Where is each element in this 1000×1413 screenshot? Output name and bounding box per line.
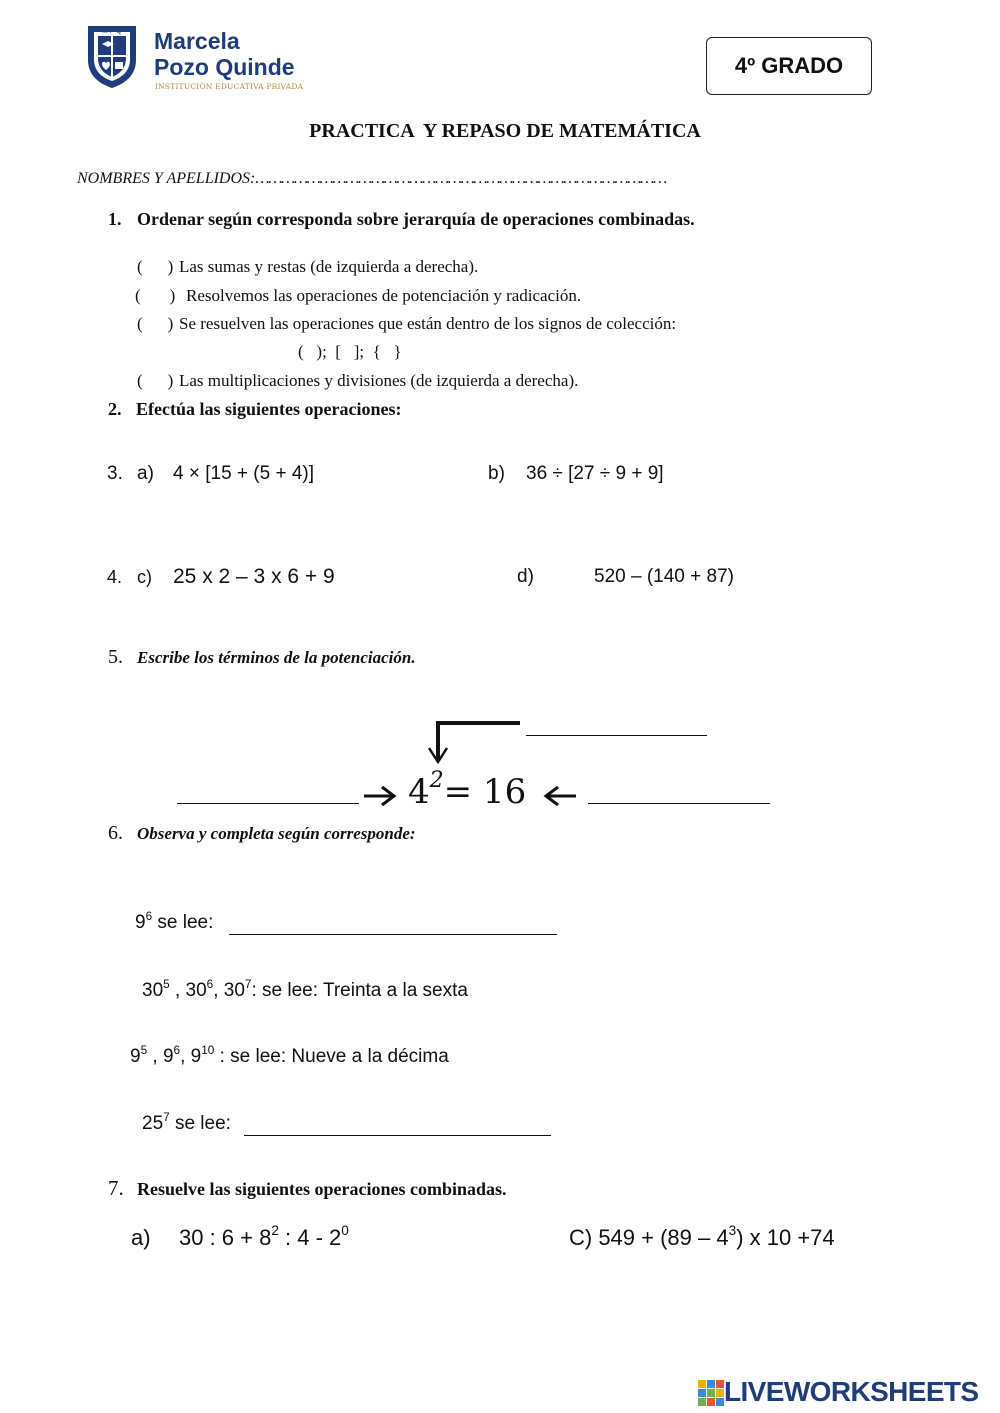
q6-row3-b1: 9 bbox=[130, 1046, 141, 1067]
q6-row3-e1: 5 bbox=[140, 1043, 148, 1057]
q6-row4-exp: 7 bbox=[163, 1110, 170, 1124]
q6-row2-e2: 6 bbox=[206, 977, 214, 991]
q1-item-2 bbox=[135, 286, 581, 306]
q1-heading bbox=[108, 209, 695, 230]
q7-a-part2: : 4 - 2 bbox=[278, 1225, 342, 1250]
q1-answer-box-4[interactable] bbox=[137, 371, 179, 391]
q3-b-label: b) bbox=[488, 463, 505, 484]
grade-text: 4º GRADO bbox=[734, 53, 844, 78]
q6-title: Observa y completa según corresponde: bbox=[137, 824, 416, 843]
open-paren: ( bbox=[135, 286, 141, 305]
q6-row-3: $9^5$ , $9^6$, $9^{10}$ : se lee: Nueve a la décima bbox=[130, 1043, 449, 1067]
q6-row2-e3: 7 bbox=[244, 977, 252, 991]
q4-c-expression: 25 x 2 – 3 x 6 + 9 bbox=[173, 565, 335, 588]
q6-row2-b1: 30 bbox=[142, 980, 164, 1001]
q7-a-label: a) bbox=[131, 1225, 151, 1250]
q3-row bbox=[107, 463, 314, 485]
open-paren: ( bbox=[137, 314, 143, 333]
q1-answer-box-3[interactable] bbox=[137, 314, 179, 334]
q1-item-text-4: Las multiplicaciones y divisiones (de izquierda a derecha). bbox=[179, 371, 579, 390]
q6-row1-answer-line[interactable] bbox=[229, 934, 557, 935]
close-paren: ) bbox=[167, 257, 174, 276]
q7-heading bbox=[108, 1176, 507, 1201]
q3-a-label: a) bbox=[137, 463, 154, 484]
q6-heading bbox=[108, 822, 416, 845]
q1-answer-box-2[interactable] bbox=[135, 286, 186, 306]
q4-row bbox=[107, 565, 335, 589]
q7-a bbox=[131, 1225, 349, 1251]
q1-answer-box-1[interactable] bbox=[137, 257, 179, 277]
q5-base-answer-line[interactable] bbox=[177, 803, 359, 804]
q5-exponent-answer-line[interactable] bbox=[526, 735, 707, 736]
q6-row4-base: 25 bbox=[142, 1113, 164, 1134]
q6-row-1 bbox=[135, 909, 214, 934]
q6-row3-b3: 9 bbox=[190, 1046, 202, 1067]
q2-heading bbox=[108, 399, 401, 420]
q5-result: = 16 bbox=[443, 772, 527, 812]
names-dots: …………………………………………………………………………………… bbox=[255, 170, 666, 187]
q7-c-part2: ) x 10 +74 bbox=[736, 1225, 835, 1250]
open-paren: ( bbox=[137, 257, 143, 276]
school-subtitle: INSTITUCIÓN EDUCATIVA PRIVADA bbox=[155, 82, 304, 91]
q5-exponent-arrow-icon bbox=[424, 718, 528, 766]
q6-row4-text: se lee: bbox=[169, 1113, 231, 1134]
q4-number: 4. bbox=[107, 567, 123, 587]
q1-item-3 bbox=[137, 314, 676, 334]
q5-number: 5. bbox=[108, 646, 123, 668]
worksheet-title: PRACTICA Y REPASO DE MATEMÁTICA bbox=[309, 120, 701, 142]
q7-number: 7. bbox=[108, 1176, 124, 1200]
q1-item-4 bbox=[137, 371, 578, 391]
close-paren: ) bbox=[169, 286, 176, 305]
q7-a-part1: 30 : 6 + 8 bbox=[179, 1225, 272, 1250]
q1-item-text-2: Resolvemos las operaciones de potenciación y radicación. bbox=[186, 286, 582, 305]
q5-power bbox=[408, 769, 526, 820]
q2-number: 2. bbox=[108, 399, 122, 419]
q3-b-expression: 36 ÷ [27 ÷ 9 + 9] bbox=[526, 463, 664, 484]
q6-row2-b2: 30 bbox=[185, 980, 207, 1001]
liveworksheets-grid-icon bbox=[698, 1380, 724, 1406]
q6-row1-base: 9 bbox=[135, 912, 146, 933]
q6-row3-text: : se lee: Nueve a la décima bbox=[214, 1046, 449, 1067]
q7-c bbox=[569, 1225, 835, 1251]
q6-row-4 bbox=[142, 1110, 231, 1135]
close-paren: ) bbox=[167, 314, 174, 333]
q7-a-exp1: 2 bbox=[271, 1223, 279, 1239]
q7-a-exp2: 0 bbox=[341, 1223, 349, 1239]
q1-item-text-1: Las sumas y restas (de izquierda a derecha). bbox=[179, 257, 479, 276]
q3-number: 3. bbox=[107, 463, 123, 484]
q3-b bbox=[488, 463, 664, 485]
school-name-line2: Pozo Quinde bbox=[154, 54, 295, 80]
q6-row2-text: : se lee: Treinta a la sexta bbox=[251, 980, 468, 1001]
q1-item-1 bbox=[137, 257, 478, 277]
grade-badge bbox=[706, 37, 872, 95]
q4-c-label: c) bbox=[137, 567, 152, 587]
q6-number: 6. bbox=[108, 822, 123, 844]
q7-c-part1: C) 549 + (89 – 4 bbox=[569, 1225, 729, 1250]
q5-base-arrow-icon bbox=[362, 784, 398, 808]
q6-row3-e3: 10 bbox=[201, 1043, 215, 1057]
close-paren: ) bbox=[167, 371, 174, 390]
names-row bbox=[77, 170, 666, 188]
q4-d bbox=[517, 566, 734, 588]
q6-row1-exp: 6 bbox=[145, 909, 153, 923]
q6-row3-e2: 6 bbox=[173, 1043, 181, 1057]
q5-exponent: 2 bbox=[429, 768, 444, 793]
q6-row1-text: se lee: bbox=[152, 912, 214, 933]
q3-a-expression: 4 × [15 + (5 + 4)] bbox=[173, 463, 315, 484]
q4-d-expression: 520 – (140 + 87) bbox=[594, 566, 734, 587]
q1-number: 1. bbox=[108, 209, 122, 229]
school-name-line1: Marcela bbox=[154, 28, 240, 54]
q6-row4-answer-line[interactable] bbox=[244, 1135, 551, 1136]
q1-collection-symbols: ( ); [ ]; { } bbox=[298, 342, 402, 361]
q5-power-answer-line[interactable] bbox=[588, 803, 770, 804]
q2-title: Efectúa las siguientes operaciones: bbox=[136, 399, 402, 419]
q6-row2-e1: 5 bbox=[163, 977, 170, 991]
q5-heading bbox=[108, 646, 416, 669]
q7-c-exp1: 3 bbox=[728, 1223, 737, 1239]
q6-row2-b3: 30 bbox=[223, 980, 245, 1001]
liveworksheets-brand: LIVEWORKSHEETS bbox=[724, 1376, 979, 1407]
q5-title: Escribe los términos de la potenciación. bbox=[137, 648, 416, 667]
crest-letters: M P Q bbox=[102, 28, 122, 35]
q5-base: 4 bbox=[408, 772, 430, 812]
open-paren: ( bbox=[137, 371, 143, 390]
q6-row-2: $30^5$ , $30^6$, $30^7$: se lee: Treinta a la sexta bbox=[142, 977, 468, 1001]
q4-d-label: d) bbox=[517, 566, 534, 587]
q7-title: Resuelve las siguientes operaciones combinadas. bbox=[137, 1179, 507, 1199]
q5-result-arrow-icon bbox=[542, 784, 578, 808]
names-label: NOMBRES Y APELLIDOS: bbox=[77, 170, 256, 187]
q6-row3-b2: 9 bbox=[162, 1046, 174, 1067]
q1-title: Ordenar según corresponda sobre jerarquía de operaciones combinadas. bbox=[137, 209, 695, 229]
q1-item-text-3: Se resuelven las operaciones que están dentro de los signos de colección: bbox=[179, 314, 677, 333]
